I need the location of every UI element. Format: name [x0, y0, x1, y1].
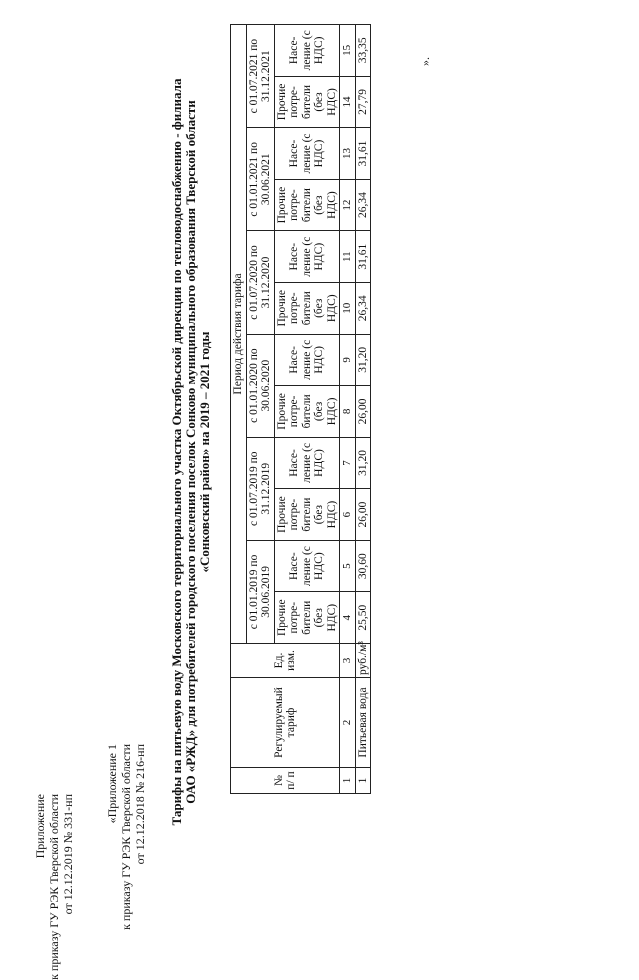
tariff-value: 31,61 — [355, 128, 371, 180]
header-line: «Приложение 1 — [105, 744, 119, 824]
tariff-value: 31,61 — [355, 231, 371, 283]
col-header-unit: Ед. изм. — [231, 644, 340, 678]
tariff-value: 26,00 — [355, 386, 371, 438]
tariff-value: 25,50 — [355, 592, 371, 644]
period-header-cell: с 01.01.2019 по 30.06.2019 — [246, 540, 274, 643]
subheader-other-consumers: Прочие потре- бители (без НДС) — [274, 386, 340, 438]
subheader-population: Насе- ление (с НДС) — [274, 25, 340, 77]
row-tariff-name: Питьевая вода — [355, 678, 371, 768]
period-header-cell: с 01.01.2021 по 30.06.2021 — [246, 128, 274, 231]
index-cell: 1 — [340, 768, 356, 794]
subheader-population: Насе- ление (с НДС) — [274, 540, 340, 592]
title-line: «Сонковский район» на 2019 – 2021 годы — [197, 331, 212, 573]
header-line: к приказу ГУ РЭК Тверской области — [119, 744, 133, 930]
appendix-header-previous — [105, 744, 147, 930]
closing-quote: ». — [418, 57, 432, 66]
subheader-other-consumers: Прочие потре- бители (без НДС) — [274, 489, 340, 541]
index-cell: 6 — [340, 489, 356, 541]
header-line: Приложение — [33, 794, 47, 859]
tariff-value: 31,20 — [355, 437, 371, 489]
subheader-other-consumers: Прочие потре- бители (без НДС) — [274, 282, 340, 334]
subheader-population: Насе- ление (с НДС) — [274, 128, 340, 180]
tariff-value: 26,34 — [355, 282, 371, 334]
tariff-value: 31,20 — [355, 334, 371, 386]
period-header-cell: с 01.07.2019 по 31.12.2019 — [246, 437, 274, 540]
header-line: к приказу ГУ РЭК Тверской области — [47, 794, 61, 980]
index-cell: 15 — [340, 25, 356, 77]
document-title — [170, 0, 212, 904]
index-cell: 13 — [340, 128, 356, 180]
index-cell: 14 — [340, 76, 356, 128]
subheader-population: Насе- ление (с НДС) — [274, 437, 340, 489]
period-header-cell: с 01.07.2021 по 31.12.2021 — [246, 25, 274, 128]
index-cell: 3 — [340, 644, 356, 678]
tariff-value: 26,00 — [355, 489, 371, 541]
title-line: ОАО «РЖД» для потребителей городского поселения поселок Сонково муниципального образования Тверской области — [183, 100, 198, 804]
table-row — [355, 25, 371, 794]
header-line: от 12.12.2019 № 331-нп — [61, 794, 75, 915]
index-cell: 7 — [340, 437, 356, 489]
period-header-cell: с 01.01.2020 по 30.06.2020 — [246, 334, 274, 437]
period-header: Период действия тарифа — [231, 25, 247, 644]
tariff-table — [230, 24, 371, 794]
col-header-tariff: Регулируемый тариф — [231, 678, 340, 768]
row-number: 1 — [355, 768, 371, 794]
subheader-population: Насе- ление (с НДС) — [274, 231, 340, 283]
index-cell: 11 — [340, 231, 356, 283]
tariff-value: 33,35 — [355, 25, 371, 77]
subheader-other-consumers: Прочие потре- бители (без НДС) — [274, 179, 340, 231]
row-unit: руб./м³ — [355, 644, 371, 678]
index-cell: 8 — [340, 386, 356, 438]
period-header-cell: с 01.07.2020 по 31.12.2020 — [246, 231, 274, 334]
subheader-other-consumers: Прочие потре- бители (без НДС) — [274, 76, 340, 128]
subheader-other-consumers: Прочие потре- бители (без НДС) — [274, 592, 340, 644]
tariff-value: 30,60 — [355, 540, 371, 592]
subheader-population: Насе- ление (с НДС) — [274, 334, 340, 386]
appendix-header-current — [33, 794, 75, 980]
index-cell: 12 — [340, 179, 356, 231]
tariff-value: 26,34 — [355, 179, 371, 231]
column-index-row — [340, 25, 356, 794]
header-line: от 12.12.2018 № 216-нп — [133, 744, 147, 865]
col-header-number: № п/ п — [231, 768, 340, 794]
title-line: Тарифы на питьевую воду Московского территориального участка Октябрьской дирекции по тепловодоснабжению - филиала — [169, 78, 184, 826]
index-cell: 2 — [340, 678, 356, 768]
index-cell: 9 — [340, 334, 356, 386]
index-cell: 4 — [340, 592, 356, 644]
index-cell: 5 — [340, 540, 356, 592]
tariff-value: 27,79 — [355, 76, 371, 128]
index-cell: 10 — [340, 282, 356, 334]
